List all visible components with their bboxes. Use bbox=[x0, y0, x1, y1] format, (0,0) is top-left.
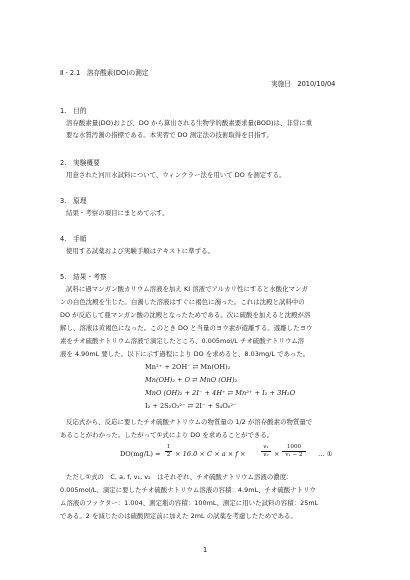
section-3-line: 結果・考察の項目にまとめて示す。 bbox=[66, 209, 169, 217]
section-5-line: DO が反応して亜マンガン酸の沈殿となったためである。次に硫酸を加えると沈殿が溶 bbox=[60, 311, 311, 319]
section-4-heading: 4. 手順 bbox=[60, 235, 87, 243]
section-1-heading: 1. 目的 bbox=[60, 107, 87, 115]
section-5-line: 液を 4.90mL 要した。以下に示す過程により DO を求めると、8.03mg/L であった。 bbox=[60, 350, 310, 358]
section-5-line: 0.005mol/L、滴定に要したチオ硫酸ナトリウム溶液の容積：4.9mL、チオ硫酸ナトリウ bbox=[60, 486, 316, 494]
section-1-line: 要な水質汚濁の指標である。本実習で DO 測定法の技術取得を目指す。 bbox=[66, 131, 273, 139]
section-5-line: ム溶液のファクター：1.004、測定瓶の容積：100mL、測定に用いた試料の容積：25mL bbox=[60, 499, 319, 507]
section-5-line: ただし①式の C, a, f, v₁, v₂ はそれぞれ、チオ硫酸ナトリウム溶液の濃度： bbox=[66, 473, 293, 481]
section-5-line: 解し、溶液は黄褐色になった。このとき DO と当量のヨウ素が遊離する。遊離したヨウ bbox=[60, 324, 313, 332]
section-5-line: である。2 を減じたのは硫酸固定前に加えた 2mL の試薬を考慮したためである。 bbox=[60, 512, 297, 520]
formula-fraction-volume-correction bbox=[282, 444, 306, 459]
document-title: Ⅱ - 2.1 溶存酸素(DO)の測定 bbox=[60, 69, 149, 77]
fraction-denominator: v₁ − 2 bbox=[285, 452, 303, 458]
formula-fraction-volume bbox=[261, 444, 271, 459]
section-1-line: 溶存酸素量(DO)および、DO から算出される生物学的酸素要求量(BOD)は、非常に重 bbox=[66, 119, 313, 127]
formula-tag: … ① bbox=[318, 450, 333, 458]
formula-fraction-half bbox=[165, 444, 172, 459]
fraction-numerator: 1000 bbox=[286, 444, 302, 450]
section-2-line: 用意された河川水試料について、ウィンクラー法を用いて DO を測定する。 bbox=[66, 171, 286, 179]
section-5-heading: 5. 結果・考察 bbox=[60, 273, 107, 281]
formula-times: × bbox=[274, 450, 280, 458]
fraction-numerator: 1 bbox=[166, 444, 171, 450]
formula-lhs: DO(mg/L) = bbox=[120, 450, 161, 458]
reaction-equation: Mn(OH)₂ + O ⇄ MnO (OH)₂ bbox=[145, 376, 238, 384]
section-3-heading: 3. 原理 bbox=[60, 197, 87, 205]
reaction-equation: Mn²⁺ + 2OH⁻ ⇄ Mn(OH)₂ bbox=[145, 363, 231, 371]
page-number: 1 bbox=[203, 546, 208, 554]
experiment-date: 実施日 2010/10/04 bbox=[271, 80, 336, 88]
section-5-line: 反応式から、反応に要したチオ硫酸ナトリウムの物質量の 1/2 が溶存酸素の物質量で bbox=[66, 418, 313, 426]
reaction-equation: I₂ + 2S₂O₃²⁻ ⇄ 2I⁻ + S₄O₆²⁻ bbox=[145, 402, 237, 410]
section-4-line: 使用する試薬および実験手順はテキストに準ずる。 bbox=[66, 247, 215, 255]
reaction-equation: MnO (OH)₂ + 2I⁻ + 4H⁺ ⇄ Mn²⁺ + I₂ + 3H₂O bbox=[145, 389, 296, 397]
fraction-numerator: v₁ bbox=[263, 444, 269, 450]
section-5-line: ンの白色沈殿を生じた。白濁した溶液はすぐに褐色に濁った。これは沈殿と試料中の bbox=[60, 298, 305, 306]
fraction-denominator: 2 bbox=[166, 452, 171, 458]
section-5-line: あることがわかった。したがって①式により DO を求めることができる。 bbox=[60, 431, 274, 439]
section-5-line: 素をチオ硫酸ナトリウム溶液で滴定したところ、0.005mol/L チオ硫酸ナトリウム溶 bbox=[60, 337, 305, 345]
fraction-denominator: v₂ bbox=[263, 452, 269, 458]
formula-middle: × 16.0 × C × a × f × bbox=[175, 450, 246, 458]
section-5-line: 試料に過マンガン酸カリウム溶液を加え KI 溶液でアルカリ性にすると水酸化マンガ bbox=[66, 285, 308, 293]
section-2-heading: 2. 実験概要 bbox=[60, 159, 100, 167]
